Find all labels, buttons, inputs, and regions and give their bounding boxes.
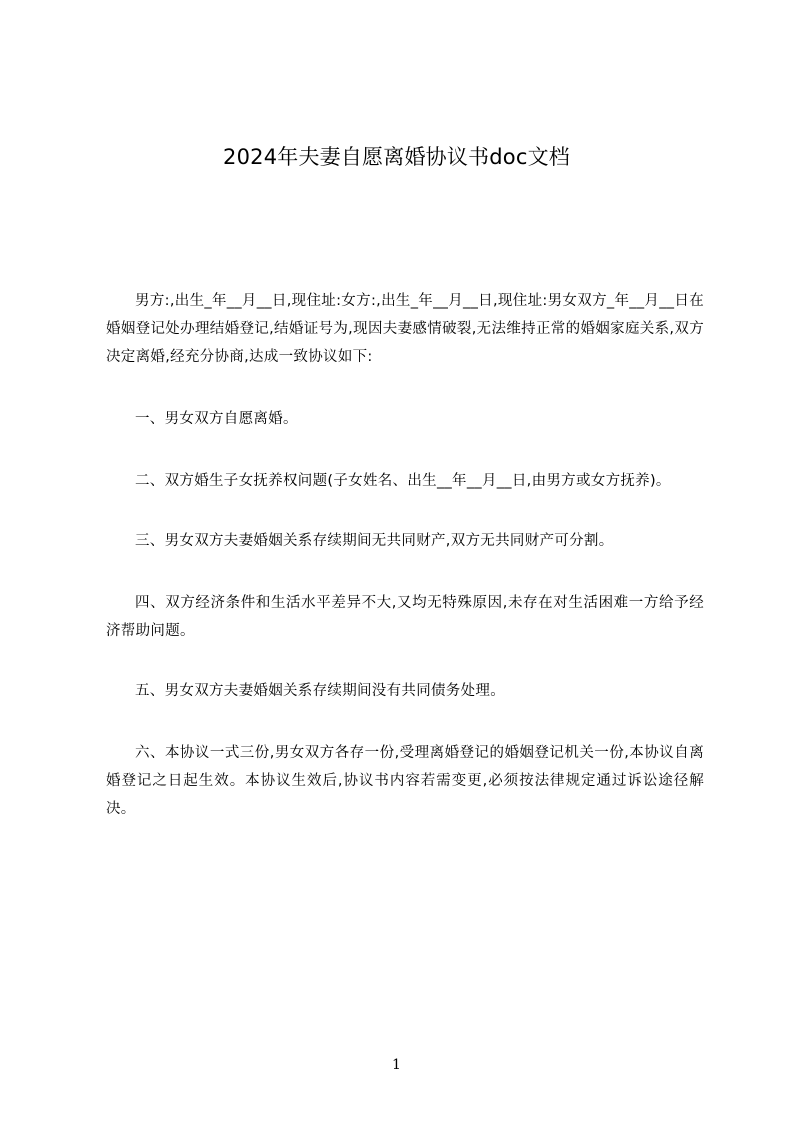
paragraph-clause-5: 五、男女双方夫妻婚姻关系存续期间没有共同债务处理。	[135, 683, 505, 699]
paragraph-preamble: 男方:,出生_年__月__日,现住址:女方:,出生_年__月__日,现住址:男女双方_年__月__日在婚姻登记处办理结婚登记,结婚证号为,现因夫妻感情破裂,无法维持正常的婚姻家庭关系,双方决定离婚,经充分协商,达成一致协议如下:	[106, 293, 704, 365]
paragraph-clause-4: 四、双方经济条件和生活水平差异不大,又均无特殊原因,未存在对生活困难一方给予经济帮助问题。	[106, 595, 704, 639]
page-number: 1	[392, 1057, 401, 1073]
paragraph-clause-3: 三、男女双方夫妻婚姻关系存续期间无共同财产,双方无共同财产可分割。	[135, 533, 614, 549]
document-body	[106, 287, 704, 823]
paragraph-clause-2: 二、双方婚生子女抚养权问题(子女姓名、出生__年__月__日,由男方或女方抚养)。	[135, 473, 671, 489]
paragraph-clause-1: 一、男女双方自愿离婚。	[135, 411, 298, 427]
document-title: 2024年夫妻自愿离婚协议书doc文档	[223, 145, 570, 169]
paragraph-clause-6: 六、本协议一式三份,男女双方各存一份,受理离婚登记的婚姻登记机关一份,本协议自离婚登记之日起生效。本协议生效后,协议书内容若需变更,必须按法律规定通过诉讼途径解决。	[106, 745, 704, 817]
